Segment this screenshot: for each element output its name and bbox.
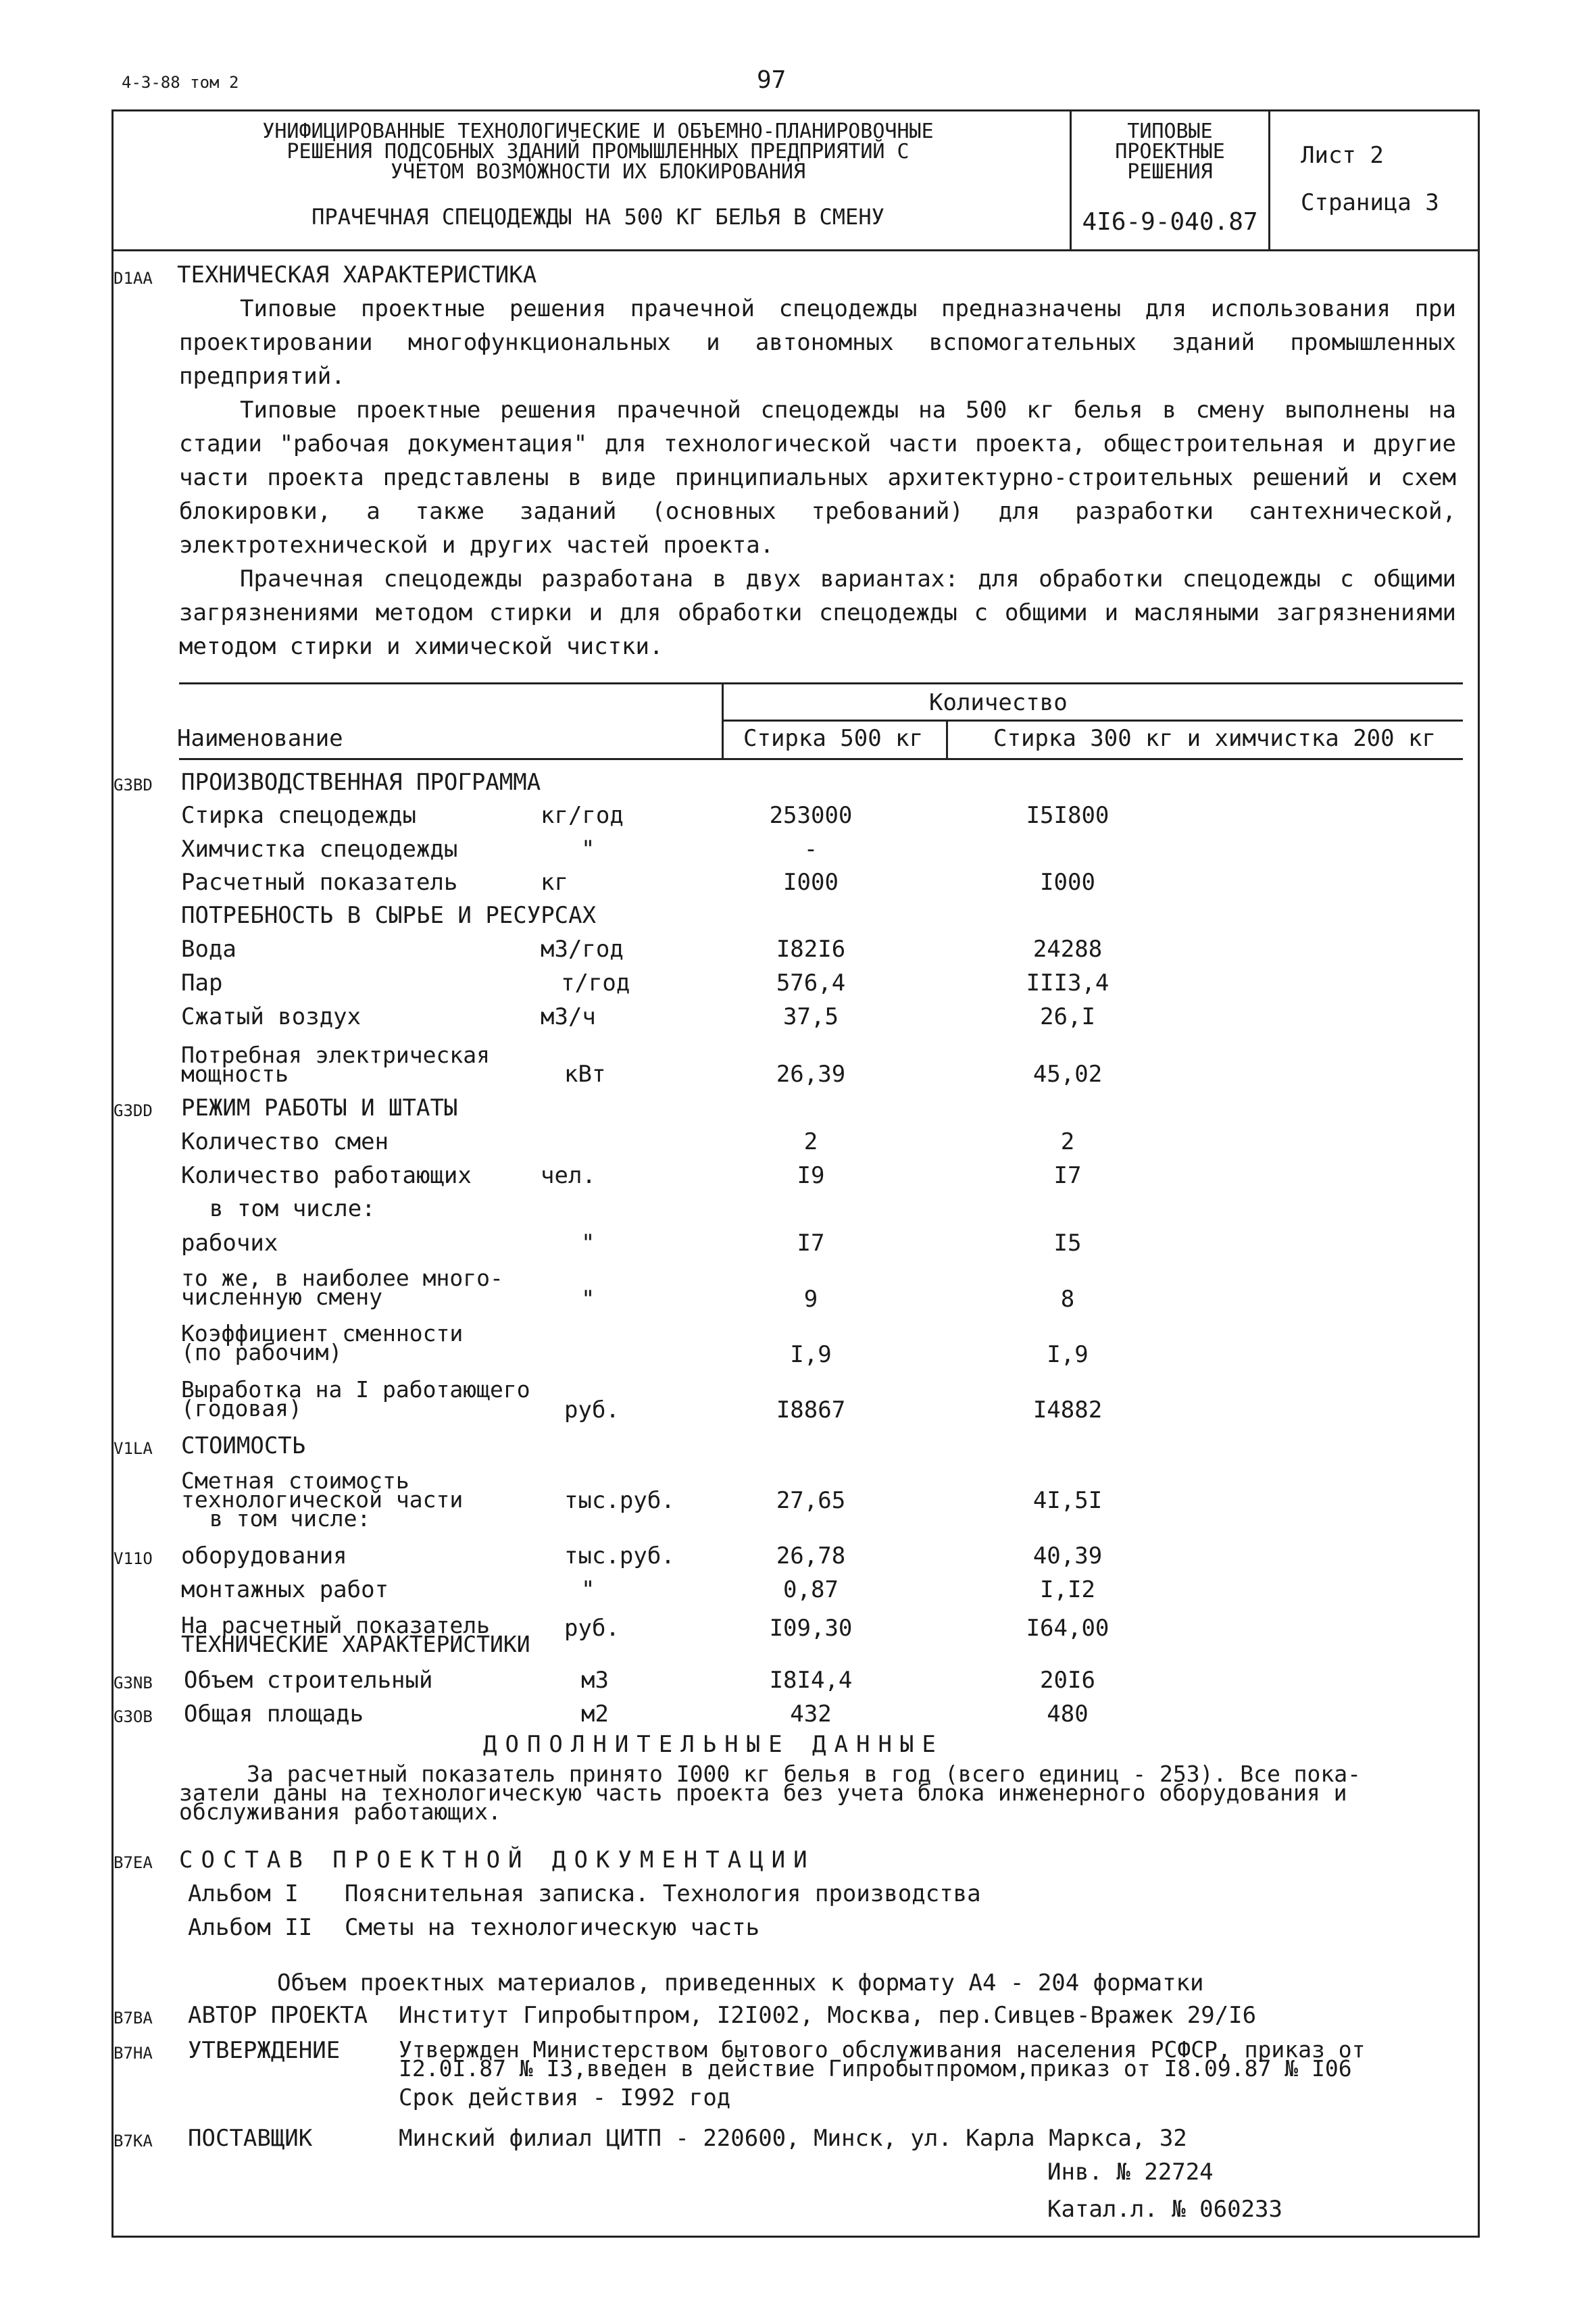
- row-name: Количество работающих: [181, 1162, 472, 1189]
- title-divider: [1268, 109, 1270, 251]
- document-subtitle: ПРАЧЕЧНАЯ СПЕЦОДЕЖДЫ НА 500 КГ БЕЛЬЯ В СМЕНУ: [311, 204, 884, 230]
- approval-text: Утвержден Министерством бытового обслуживания населения РСФСР, приказ от: [399, 2036, 1366, 2063]
- album-description: Пояснительная записка. Технология производства: [345, 1880, 981, 1907]
- approval-text: I2.0I.87 № I3,введен в действие Гипробытпромом,приказ от I8.09.87 № I06: [399, 2055, 1352, 2082]
- page-number: 97: [757, 66, 787, 94]
- row-name: Сметная стоимость: [181, 1467, 409, 1494]
- classifier-code: G3DD: [114, 1101, 153, 1120]
- title-line: УНИФИЦИРОВАННЫЕ ТЕХНОЛОГИЧЕСКИЕ И ОБЪЕМНО-ПЛАНИРОВОЧНЫЕ: [262, 120, 934, 143]
- row-name: Расчетный показатель: [181, 869, 458, 896]
- row-name: оборудования: [181, 1542, 347, 1569]
- row-value-variant2: I,I2: [1040, 1576, 1095, 1603]
- intro-paragraph: Типовые проектные решения прачечной спецодежды на 500 кг белья в смену выполнены на стадии "рабочая документация" для технологической части проекта, общестроительная и другие части проекта представлены в виде принципиальных архитектурно-строительных решений и схем блокировки, а также заданий (основных требований) для разработки сантехнической, электротехнической и других частей проекта.: [179, 397, 1456, 559]
- row-value-variant1: I,9: [790, 1341, 832, 1368]
- row-value-variant1: 26,78: [776, 1542, 846, 1569]
- row-unit: ": [581, 1576, 595, 1603]
- supplier-label: ПОСТАВЩИК: [188, 2125, 313, 2152]
- row-unit: кВт: [564, 1061, 606, 1088]
- type-line: ПРОЕКТНЫЕ: [1115, 140, 1225, 164]
- row-unit: кг: [541, 869, 568, 896]
- row-unit: кг/год: [541, 802, 624, 829]
- row-unit: м3/год: [541, 936, 624, 963]
- row-value-variant1: I000: [783, 869, 839, 896]
- additional-data-text: затели даны на технологическую часть проекта без учета блока инженерного оборудования и: [179, 1780, 1347, 1806]
- row-value-variant1: -: [803, 836, 818, 863]
- row-name: Сжатый воздух: [181, 1003, 361, 1030]
- row-name: Объем строительный: [184, 1667, 433, 1694]
- table-section-title: ТЕХНИЧЕСКИЕ ХАРАКТЕРИСТИКИ: [181, 1631, 530, 1657]
- row-name: мощность: [181, 1061, 289, 1087]
- classifier-code: B7KA: [114, 2132, 153, 2150]
- title-line: РЕШЕНИЯ ПОДСОБНЫХ ЗДАНИЙ ПРОМЫШЛЕННЫХ ПРЕДПРИЯТИЙ С: [286, 140, 909, 164]
- row-unit: тыс.руб.: [564, 1542, 675, 1569]
- row-name: технологической части: [181, 1486, 464, 1513]
- type-line: ТИПОВЫЕ: [1127, 120, 1213, 143]
- row-value-variant1: I9: [797, 1162, 825, 1189]
- catalog-number: Катал.л. № 060233: [1047, 2196, 1282, 2223]
- type-line: РЕШЕНИЯ: [1127, 160, 1213, 184]
- row-name: Количество смен: [181, 1128, 389, 1155]
- classifier-code: B7EA: [114, 1853, 153, 1872]
- album-label: Альбом I: [188, 1880, 299, 1907]
- classifier-code: V11O: [114, 1549, 153, 1568]
- classifier-code: G3NB: [114, 1674, 153, 1692]
- section-title: ТЕХНИЧЕСКАЯ ХАРАКТЕРИСТИКА: [177, 261, 537, 288]
- row-value-variant2: I4882: [1032, 1397, 1103, 1424]
- table-section-title: СТОИМОСТЬ: [181, 1432, 306, 1459]
- row-value-variant1: 37,5: [783, 1003, 839, 1030]
- inventory-number: Инв. № 22724: [1047, 2159, 1214, 2186]
- intro-paragraph: Типовые проектные решения прачечной спецодежды предназначены для использования при проектировании многофункциональных и автономных вспомогательных зданий промышленных предприятий.: [179, 295, 1456, 390]
- additional-data-text: обслуживания работающих.: [179, 1799, 501, 1825]
- classifier-code: B7HA: [114, 2044, 153, 2063]
- table-section-title: ПРОИЗВОДСТВЕННАЯ ПРОГРАММА: [181, 769, 541, 796]
- row-unit: тыс.руб.: [564, 1487, 675, 1514]
- row-value-variant1: I82I6: [776, 936, 846, 963]
- table-rule: [179, 758, 1463, 760]
- author-label: АВТОР ПРОЕКТА: [188, 2002, 368, 2029]
- row-unit: ": [581, 1286, 595, 1313]
- row-value-variant1: I8867: [776, 1397, 846, 1424]
- row-value-variant1: 9: [803, 1286, 818, 1313]
- quantity-header: Количество: [929, 689, 1068, 716]
- row-value-variant2: I5: [1053, 1230, 1082, 1257]
- table-rule: [722, 682, 724, 758]
- composition-title: СОСТАВ ПРОЕКТНОЙ ДОКУМЕНТАЦИИ: [179, 1846, 816, 1873]
- row-value-variant2: 24288: [1032, 936, 1103, 963]
- row-value-variant2: 20I6: [1040, 1667, 1095, 1694]
- table-rule: [179, 682, 1463, 684]
- row-name: Общая площадь: [184, 1701, 364, 1728]
- title-line: УЧЕТОМ ВОЗМОЖНОСТИ ИХ БЛОКИРОВАНИЯ: [390, 160, 806, 184]
- row-name: то же, в наиболее много-: [181, 1265, 503, 1291]
- row-name: (годовая): [181, 1395, 302, 1422]
- name-header: Наименование: [177, 725, 343, 752]
- row-unit: м3: [581, 1667, 609, 1694]
- document-title: [132, 122, 1064, 182]
- row-value-variant1: 432: [790, 1701, 832, 1728]
- row-name: Коэффициент сменности: [181, 1320, 464, 1347]
- row-name: рабочих: [181, 1230, 278, 1257]
- row-unit: руб.: [564, 1615, 620, 1642]
- supplier-text: Минский филиал ЦИТП - 220600, Минск, ул. Карла Маркса, 32: [399, 2125, 1187, 2152]
- row-name: Химчистка спецодежды: [181, 836, 458, 863]
- row-value-variant2: I7: [1053, 1162, 1082, 1189]
- row-value-variant1: 26,39: [776, 1061, 846, 1088]
- album-description: Сметы на технологическую часть: [345, 1914, 760, 1941]
- table-section-title: ПОТРЕБНОСТЬ В СЫРЬЕ И РЕСУРСАХ: [181, 902, 597, 929]
- row-value-variant1: I09,30: [769, 1615, 853, 1642]
- row-value-variant2: I5I800: [1026, 802, 1109, 829]
- row-name: численную смену: [181, 1284, 383, 1310]
- row-value-variant1: 27,65: [776, 1487, 846, 1514]
- row-name: в том числе:: [209, 1195, 376, 1222]
- row-name: На расчетный показатель: [181, 1612, 490, 1638]
- classifier-code: D1AA: [114, 269, 153, 288]
- row-name: Потребная электрическая: [181, 1042, 490, 1068]
- classifier-code: G3OB: [114, 1707, 153, 1726]
- row-value-variant1: 2: [803, 1128, 818, 1155]
- row-unit: ": [581, 836, 595, 863]
- row-value-variant2: I000: [1040, 869, 1095, 896]
- row-value-variant1: 0,87: [783, 1576, 839, 1603]
- author-text: Институт Гипробытпром, I2I002, Москва, пер.Сивцев-Вражек 29/I6: [399, 2002, 1257, 2029]
- row-value-variant1: I8I4,4: [769, 1667, 853, 1694]
- row-value-variant1: 253000: [769, 802, 853, 829]
- row-value-variant2: III3,4: [1026, 970, 1109, 997]
- intro-paragraph: Прачечная спецодежды разработана в двух вариантах: для обработки спецодежды с общими загрязнениями методом стирки и для обработки спецодежды с общими и масляными загрязнениями методом стирки и химической чистки.: [179, 565, 1456, 660]
- row-value-variant1: 576,4: [776, 970, 846, 997]
- row-value-variant2: I,9: [1047, 1341, 1089, 1368]
- variant2-header: Стирка 300 кг и химчистка 200 кг: [993, 725, 1437, 752]
- row-unit: м3/ч: [541, 1003, 596, 1030]
- row-name: Выработка на I работающего: [181, 1376, 530, 1403]
- row-name: Стирка спецодежды: [181, 802, 416, 829]
- page-label: Страница 3: [1301, 189, 1439, 216]
- volume-reference: 4-3-88 том 2: [122, 73, 239, 92]
- classifier-code: B7BA: [114, 2009, 153, 2028]
- document-type: [1072, 122, 1268, 182]
- document-code: 4I6-9-040.87: [1082, 208, 1258, 236]
- row-value-variant2: 480: [1047, 1701, 1089, 1728]
- row-name: монтажных работ: [181, 1576, 389, 1603]
- classifier-code: G3BD: [114, 776, 153, 795]
- row-name: Пар: [181, 970, 223, 997]
- row-value-variant2: 2: [1060, 1128, 1075, 1155]
- row-name: Вода: [181, 936, 236, 963]
- row-value-variant2: 45,02: [1032, 1061, 1103, 1088]
- sheet-number: Лист 2: [1301, 142, 1384, 169]
- row-name: в том числе:: [209, 1505, 371, 1532]
- row-unit: т/год: [561, 970, 630, 997]
- row-value-variant2: 40,39: [1032, 1542, 1103, 1569]
- row-value-variant2: 4I,5I: [1032, 1487, 1103, 1514]
- additional-data-text: За расчетный показатель принято I000 кг белья в год (всего единиц - 253). Все пока-: [247, 1761, 1362, 1787]
- table-section-title: РЕЖИМ РАБОТЫ И ШТАТЫ: [181, 1095, 458, 1122]
- classifier-code: V1LA: [114, 1439, 153, 1458]
- approval-label: УТВЕРЖДЕНИЕ: [188, 2037, 341, 2064]
- row-value-variant2: I64,00: [1026, 1615, 1109, 1642]
- row-unit: ": [581, 1230, 595, 1257]
- table-rule: [946, 720, 948, 758]
- title-block: [111, 109, 1480, 251]
- row-unit: руб.: [564, 1397, 620, 1424]
- materials-volume: Объем проектных материалов, приведенных к формату А4 - 204 форматки: [277, 1969, 1204, 1996]
- album-label: Альбом II: [188, 1914, 313, 1941]
- row-unit: чел.: [541, 1162, 596, 1189]
- row-value-variant1: I7: [797, 1230, 825, 1257]
- row-value-variant2: 26,I: [1040, 1003, 1095, 1030]
- row-value-variant2: 8: [1060, 1286, 1075, 1313]
- row-name: (по рабочим): [181, 1339, 343, 1365]
- additional-data-title: ДОПОЛНИТЕЛЬНЫЕ ДАННЫЕ: [483, 1731, 944, 1758]
- variant1-header: Стирка 500 кг: [743, 725, 924, 752]
- approval-validity: Срок действия - I992 год: [399, 2084, 731, 2111]
- row-unit: м2: [581, 1701, 609, 1728]
